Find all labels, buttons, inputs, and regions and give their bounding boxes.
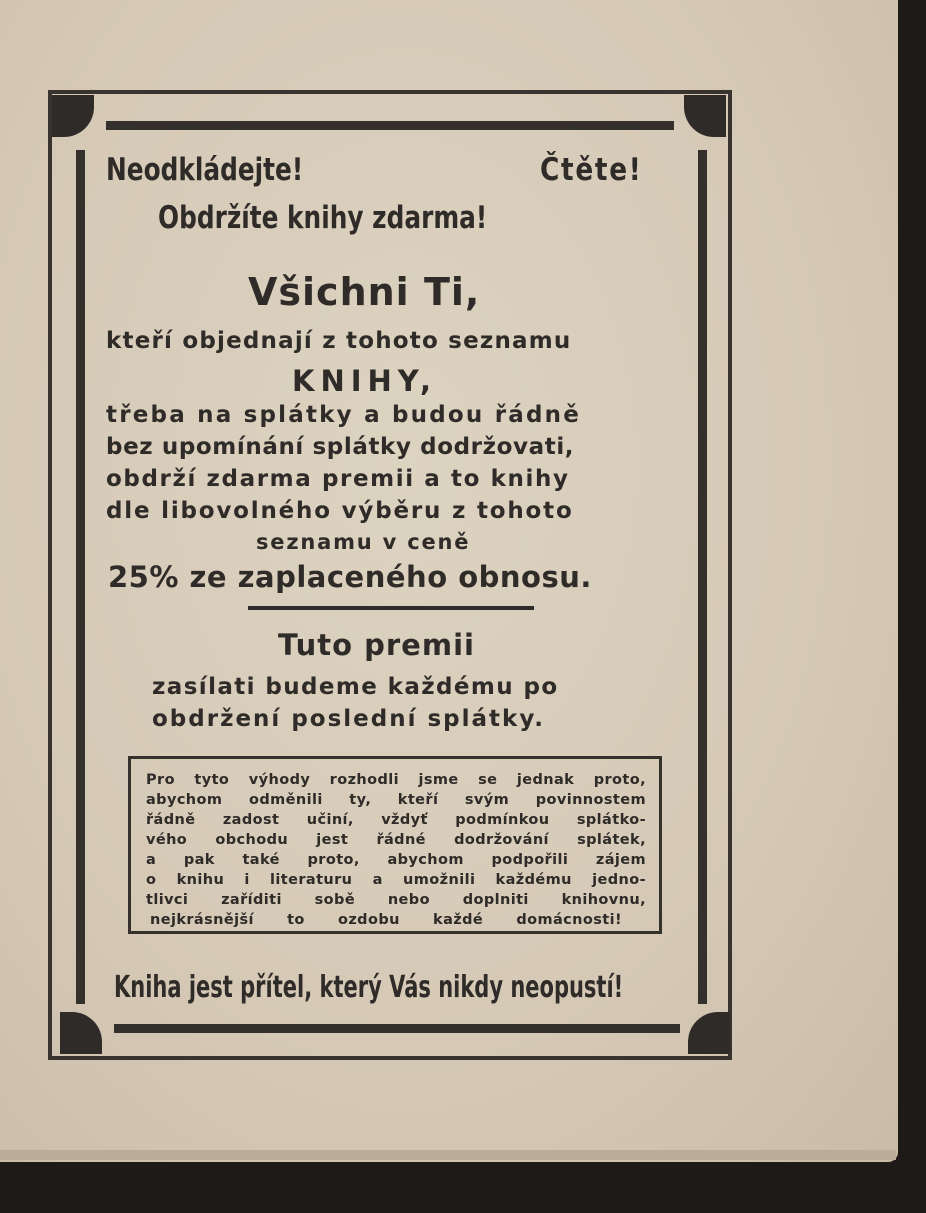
frame-bottom-bar [114, 1024, 680, 1033]
box-line: tlivci zaříditi sobě nebo doplniti knihovnu, [146, 892, 646, 908]
frame-left-bar [76, 150, 85, 1004]
box-line: vého obchodu jest řádné dodržování splátek, [146, 832, 646, 848]
offer-line: kteří objednají z tohoto seznamu [106, 328, 572, 354]
section-divider [248, 606, 534, 610]
box-line: o knihu i literaturu a umožnili každému jedno- [146, 872, 646, 888]
offer-highlight: 25% ze zaplaceného obnosu. [108, 560, 592, 594]
headline-right: Čtěte! [540, 152, 643, 188]
premium-title: Tuto premii [278, 628, 475, 662]
box-line: řádně zadost učiní, vždyť podmínkou splátko- [146, 812, 646, 828]
box-line: a pak také proto, abychom podpořili zájem [146, 852, 646, 868]
offer-line: bez upomínání splátky dodržovati, [106, 434, 575, 460]
box-line: abychom odměnili ty, kteří svým povinnostem [146, 792, 646, 808]
premium-line: obdržení poslední splátky. [152, 706, 545, 732]
box-line: Pro tyto výhody rozhodli jsme se jednak proto, [146, 772, 646, 788]
footer-motto: Kniha jest přítel, který Vás nikdy neopustí! [114, 970, 624, 1005]
premium-line: zasílati budeme každému po [152, 674, 559, 700]
box-line: nejkrásnější to ozdobu každé domácnosti! [150, 912, 622, 928]
headline-second: Obdržíte knihy zdarma! [158, 200, 488, 236]
offer-line: seznamu v ceně [256, 530, 471, 554]
offer-line: dle libovolného výběru z tohoto [106, 498, 574, 524]
frame-right-bar [698, 150, 707, 1004]
headline-left: Neodkládejte! [106, 152, 304, 188]
offer-books: KNIHY, [292, 364, 438, 398]
paper-edge [0, 1150, 896, 1160]
offer-line: třeba na splátky a budou řádně [106, 402, 581, 428]
frame-top-bar [106, 121, 674, 130]
offer-title: Všichni Ti, [248, 270, 481, 314]
offer-line: obdrží zdarma premii a to knihy [106, 466, 570, 492]
